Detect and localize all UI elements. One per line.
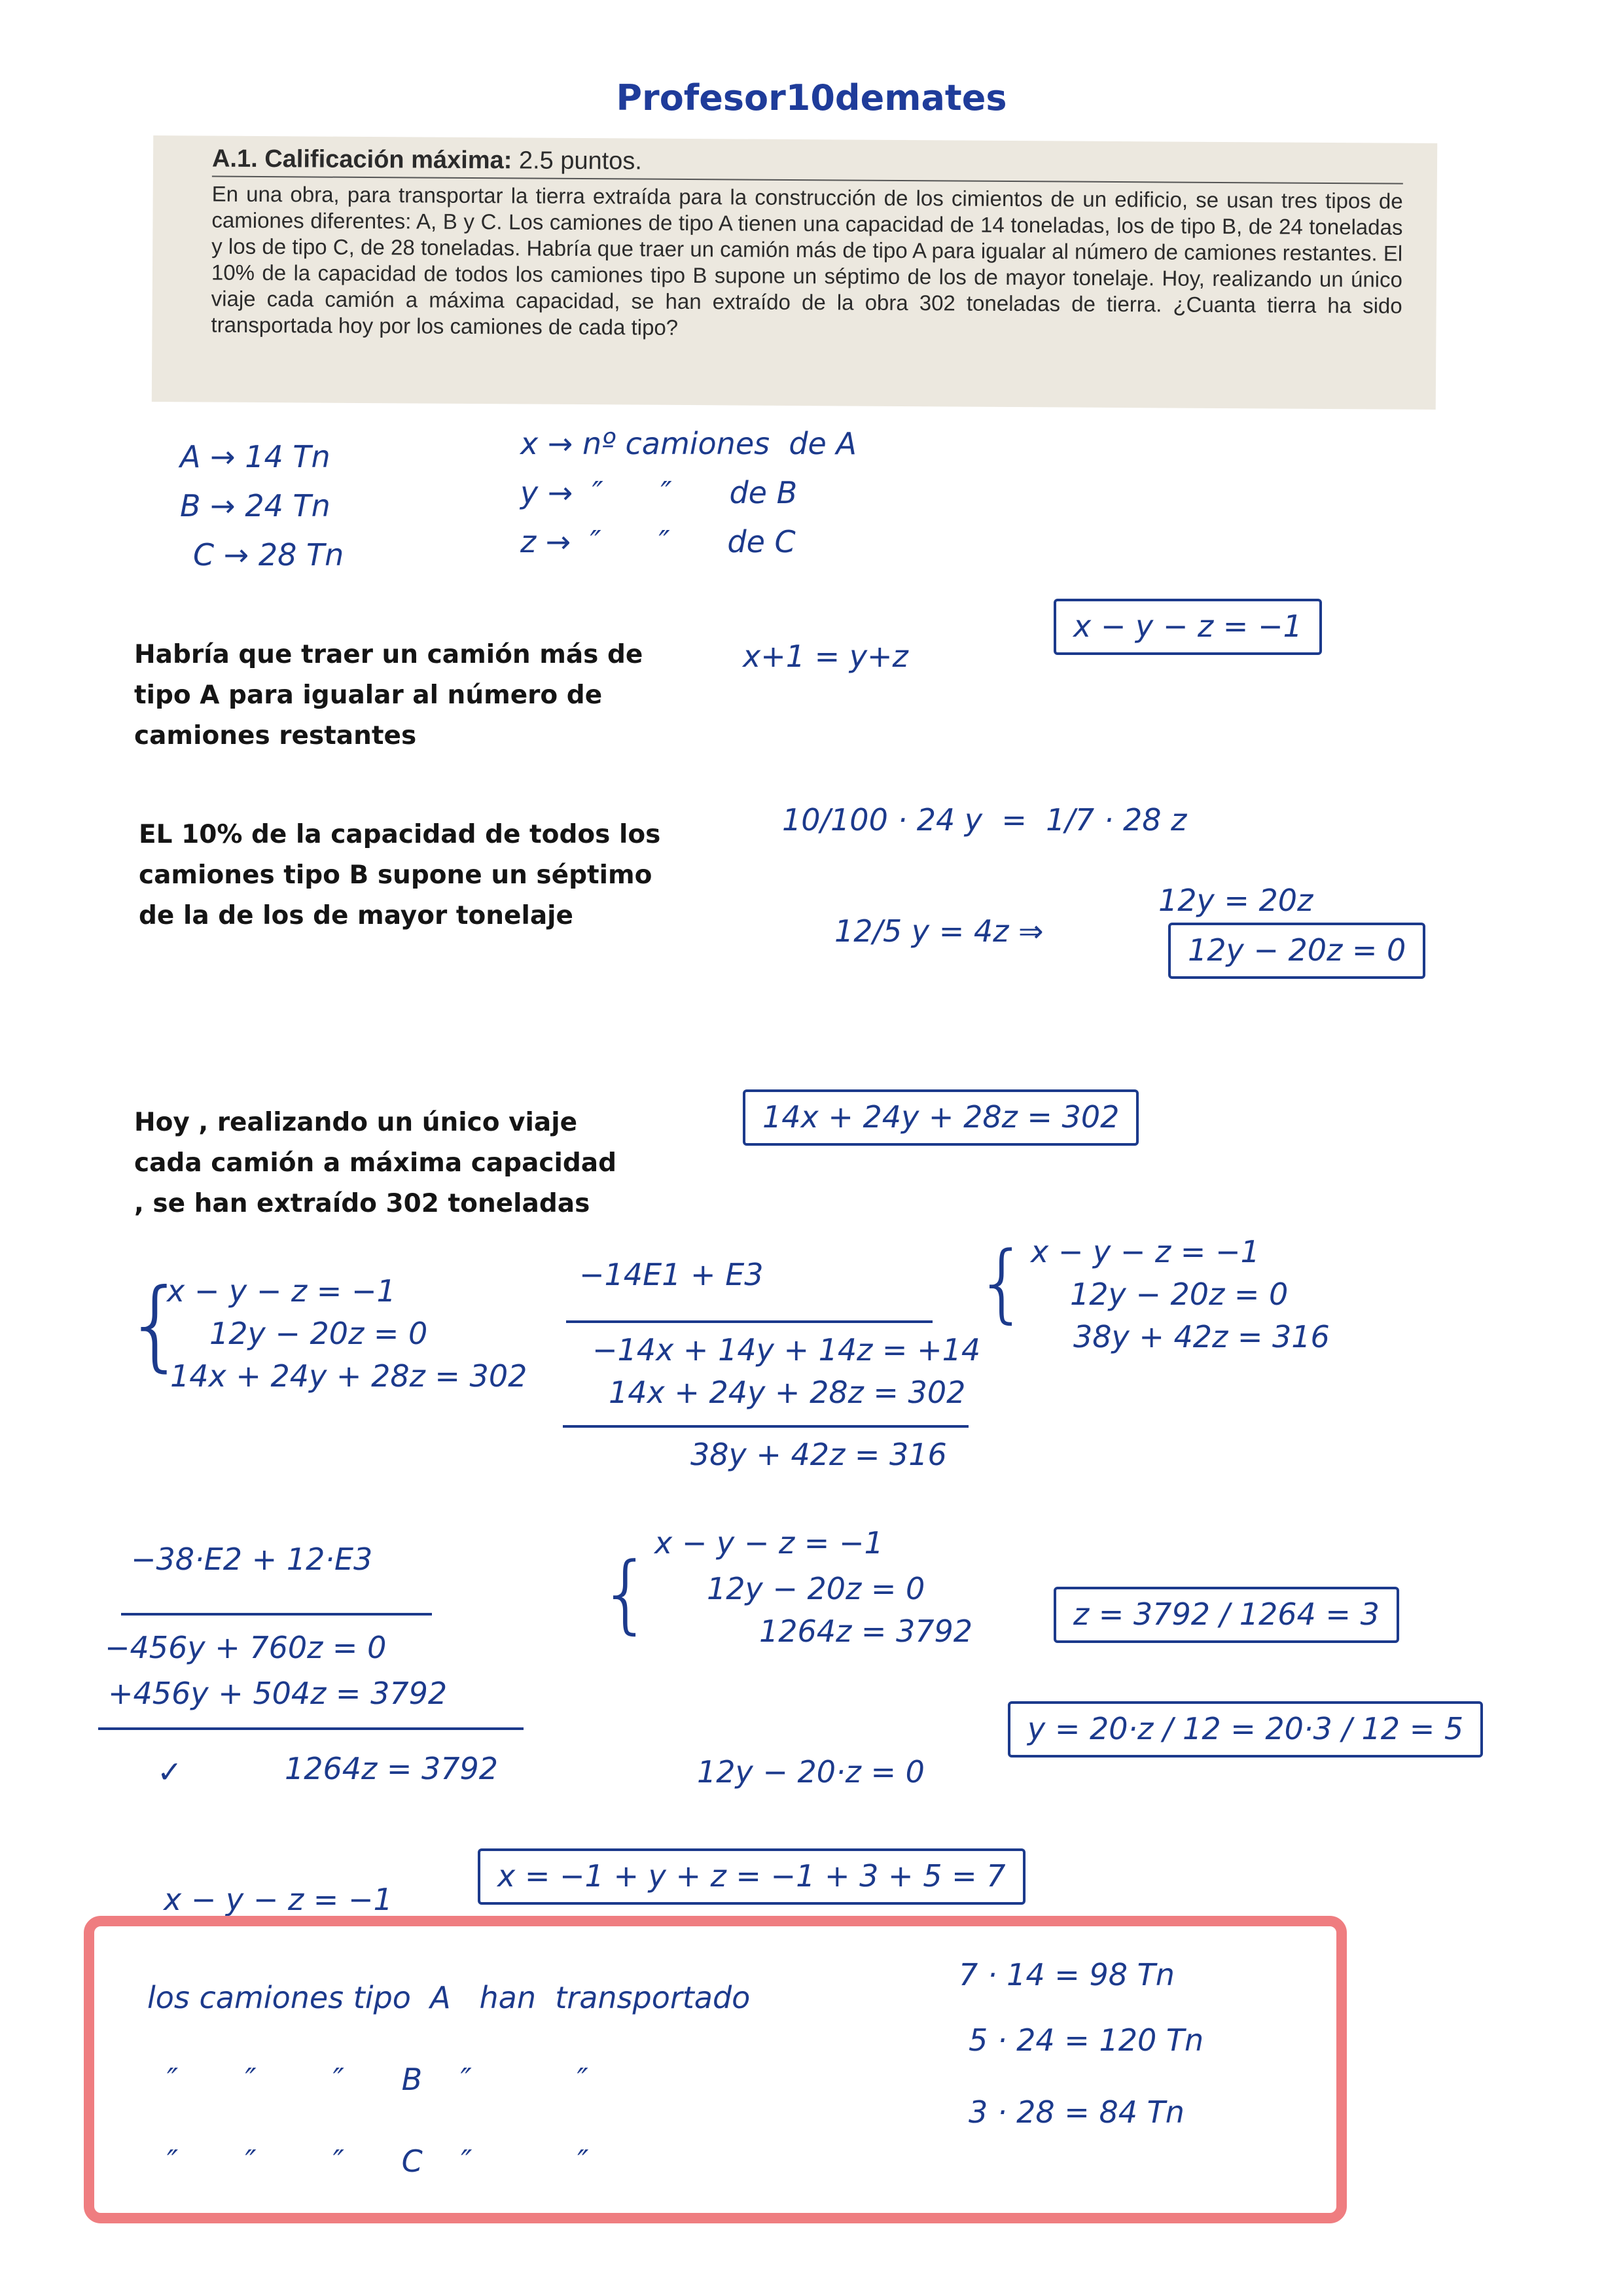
answer-result-a: 7 · 14 = 98 Tn <box>959 1957 1175 1992</box>
elimination-1-sum-line <box>563 1425 969 1428</box>
answer-result-b: 5 · 24 = 120 Tn <box>969 2022 1204 2058</box>
problem-points: 2.5 puntos. <box>518 147 643 175</box>
solution-y-boxed: y = 20·z / 12 = 20·3 / 12 = 5 <box>1008 1701 1483 1757</box>
capacity-b: B → 24 Tn <box>180 488 330 523</box>
elimination-2-arrow-line <box>121 1613 432 1616</box>
problem-grade-heading: Calificación máxima: <box>264 145 512 175</box>
answer-row-b: ″ ″ ″ B ″ ″ <box>167 2062 588 2097</box>
problem-heading <box>212 145 1403 185</box>
equation-3-boxed: 14x + 24y + 28z = 302 <box>743 1089 1139 1146</box>
note-condition-2: EL 10% de la capacidad de todos los camiones tipo B supone un séptimo de la de los de mayor tonelaje <box>139 820 661 930</box>
equation-2-reduced: 12y = 20z <box>1158 883 1313 918</box>
elimination-2-operation: −38·E2 + 12·E3 <box>131 1542 373 1577</box>
elimination-1-result: 38y + 42z = 316 <box>690 1437 947 1472</box>
solution-z-boxed: z = 3792 / 1264 = 3 <box>1054 1587 1399 1643</box>
page-title: Profesor10demates <box>616 77 1007 118</box>
equation-2-simplified: 12/5 y = 4z ⇒ <box>834 913 1044 949</box>
variable-x: x → nº camiones de A <box>520 426 857 461</box>
equation-2-raw: 10/100 · 24 y = 1/7 · 28 z <box>782 802 1187 838</box>
variable-z: z → ″ ″ de C <box>520 524 796 559</box>
system-1-row-3: 14x + 24y + 28z = 302 <box>170 1358 527 1394</box>
system-3-row-1: x − y − z = −1 <box>654 1525 883 1561</box>
system-1-row-2: 12y − 20z = 0 <box>209 1316 428 1351</box>
equation-1-raw: x+1 = y+z <box>743 639 908 674</box>
variable-y: y → ″ ″ de B <box>520 475 798 510</box>
note-condition-3: Hoy , realizando un único viaje cada camión a máxima capacidad , se han extraído 302 toneladas <box>134 1108 617 1218</box>
system-3-brace: { <box>599 1544 653 1643</box>
equation-1-boxed: x − y − z = −1 <box>1054 599 1322 655</box>
elimination-2-result: 1264z = 3792 <box>285 1751 499 1786</box>
capacity-c: C → 28 Tn <box>193 537 344 573</box>
elimination-1-operation: −14E1 + E3 <box>579 1257 764 1292</box>
capacity-a: A → 14 Tn <box>180 439 330 474</box>
system-1-brace: { <box>124 1268 187 1382</box>
elimination-2-sum-line <box>98 1727 524 1730</box>
answer-row-c: ″ ″ ″ C ″ ″ <box>167 2144 589 2179</box>
solution-x-equation: x − y − z = −1 <box>164 1882 393 1917</box>
system-3-row-2: 12y − 20z = 0 <box>707 1571 925 1606</box>
problem-statement <box>152 135 1437 410</box>
system-2-row-1: x − y − z = −1 <box>1031 1234 1260 1269</box>
solution-y-equation: 12y − 20·z = 0 <box>697 1754 925 1790</box>
system-2-brace: { <box>975 1233 1029 1332</box>
elimination-2-row-1: −456y + 760z = 0 <box>105 1630 387 1665</box>
answer-result-c: 3 · 28 = 84 Tn <box>969 2094 1185 2130</box>
elimination-1-row-1: −14x + 14y + 14z = +14 <box>592 1332 981 1368</box>
elimination-1-row-2: 14x + 24y + 28z = 302 <box>609 1375 966 1410</box>
problem-label: A.1. <box>211 145 258 173</box>
elimination-2-tick: ✓ <box>157 1754 183 1790</box>
elimination-1-arrow-line <box>566 1320 933 1323</box>
equation-2-boxed: 12y − 20z = 0 <box>1168 923 1425 979</box>
note-condition-1: Habría que traer un camión más de tipo A para igualar al número de camiones restantes <box>134 640 643 751</box>
system-2-row-2: 12y − 20z = 0 <box>1070 1277 1289 1312</box>
problem-text: En una obra, para transportar la tierra extraída para la construcción de los cimientos de un edificio, se usan tres tipos de camiones diferentes: A, B y C. Los camiones de tipo A tienen una capacidad de 14 toneladas, los de tipo B, de 24 toneladas y los de tipo C, de 28 toneladas. Habría que traer un camión más de tipo A para igualar al número de camiones restantes. El 10% de la capacidad de todos los camiones tipo B supone un séptimo de los de mayor tonelaje. Hoy, realizando un único viaje cada camión a máxima capacidad, se han extraído de la obra 302 toneladas de tierra. ¿Cuanta tierra ha sido transportada hoy por los camiones de cada tipo? <box>211 181 1403 340</box>
elimination-2-row-2: +456y + 504z = 3792 <box>108 1676 448 1711</box>
answer-row-a: los camiones tipo A han transportado <box>147 1980 751 2015</box>
solution-x-boxed: x = −1 + y + z = −1 + 3 + 5 = 7 <box>478 1848 1026 1905</box>
system-1-row-1: x − y − z = −1 <box>167 1273 396 1309</box>
system-2-row-3: 38y + 42z = 316 <box>1073 1319 1330 1354</box>
system-3-row-3: 1264z = 3792 <box>759 1614 973 1649</box>
